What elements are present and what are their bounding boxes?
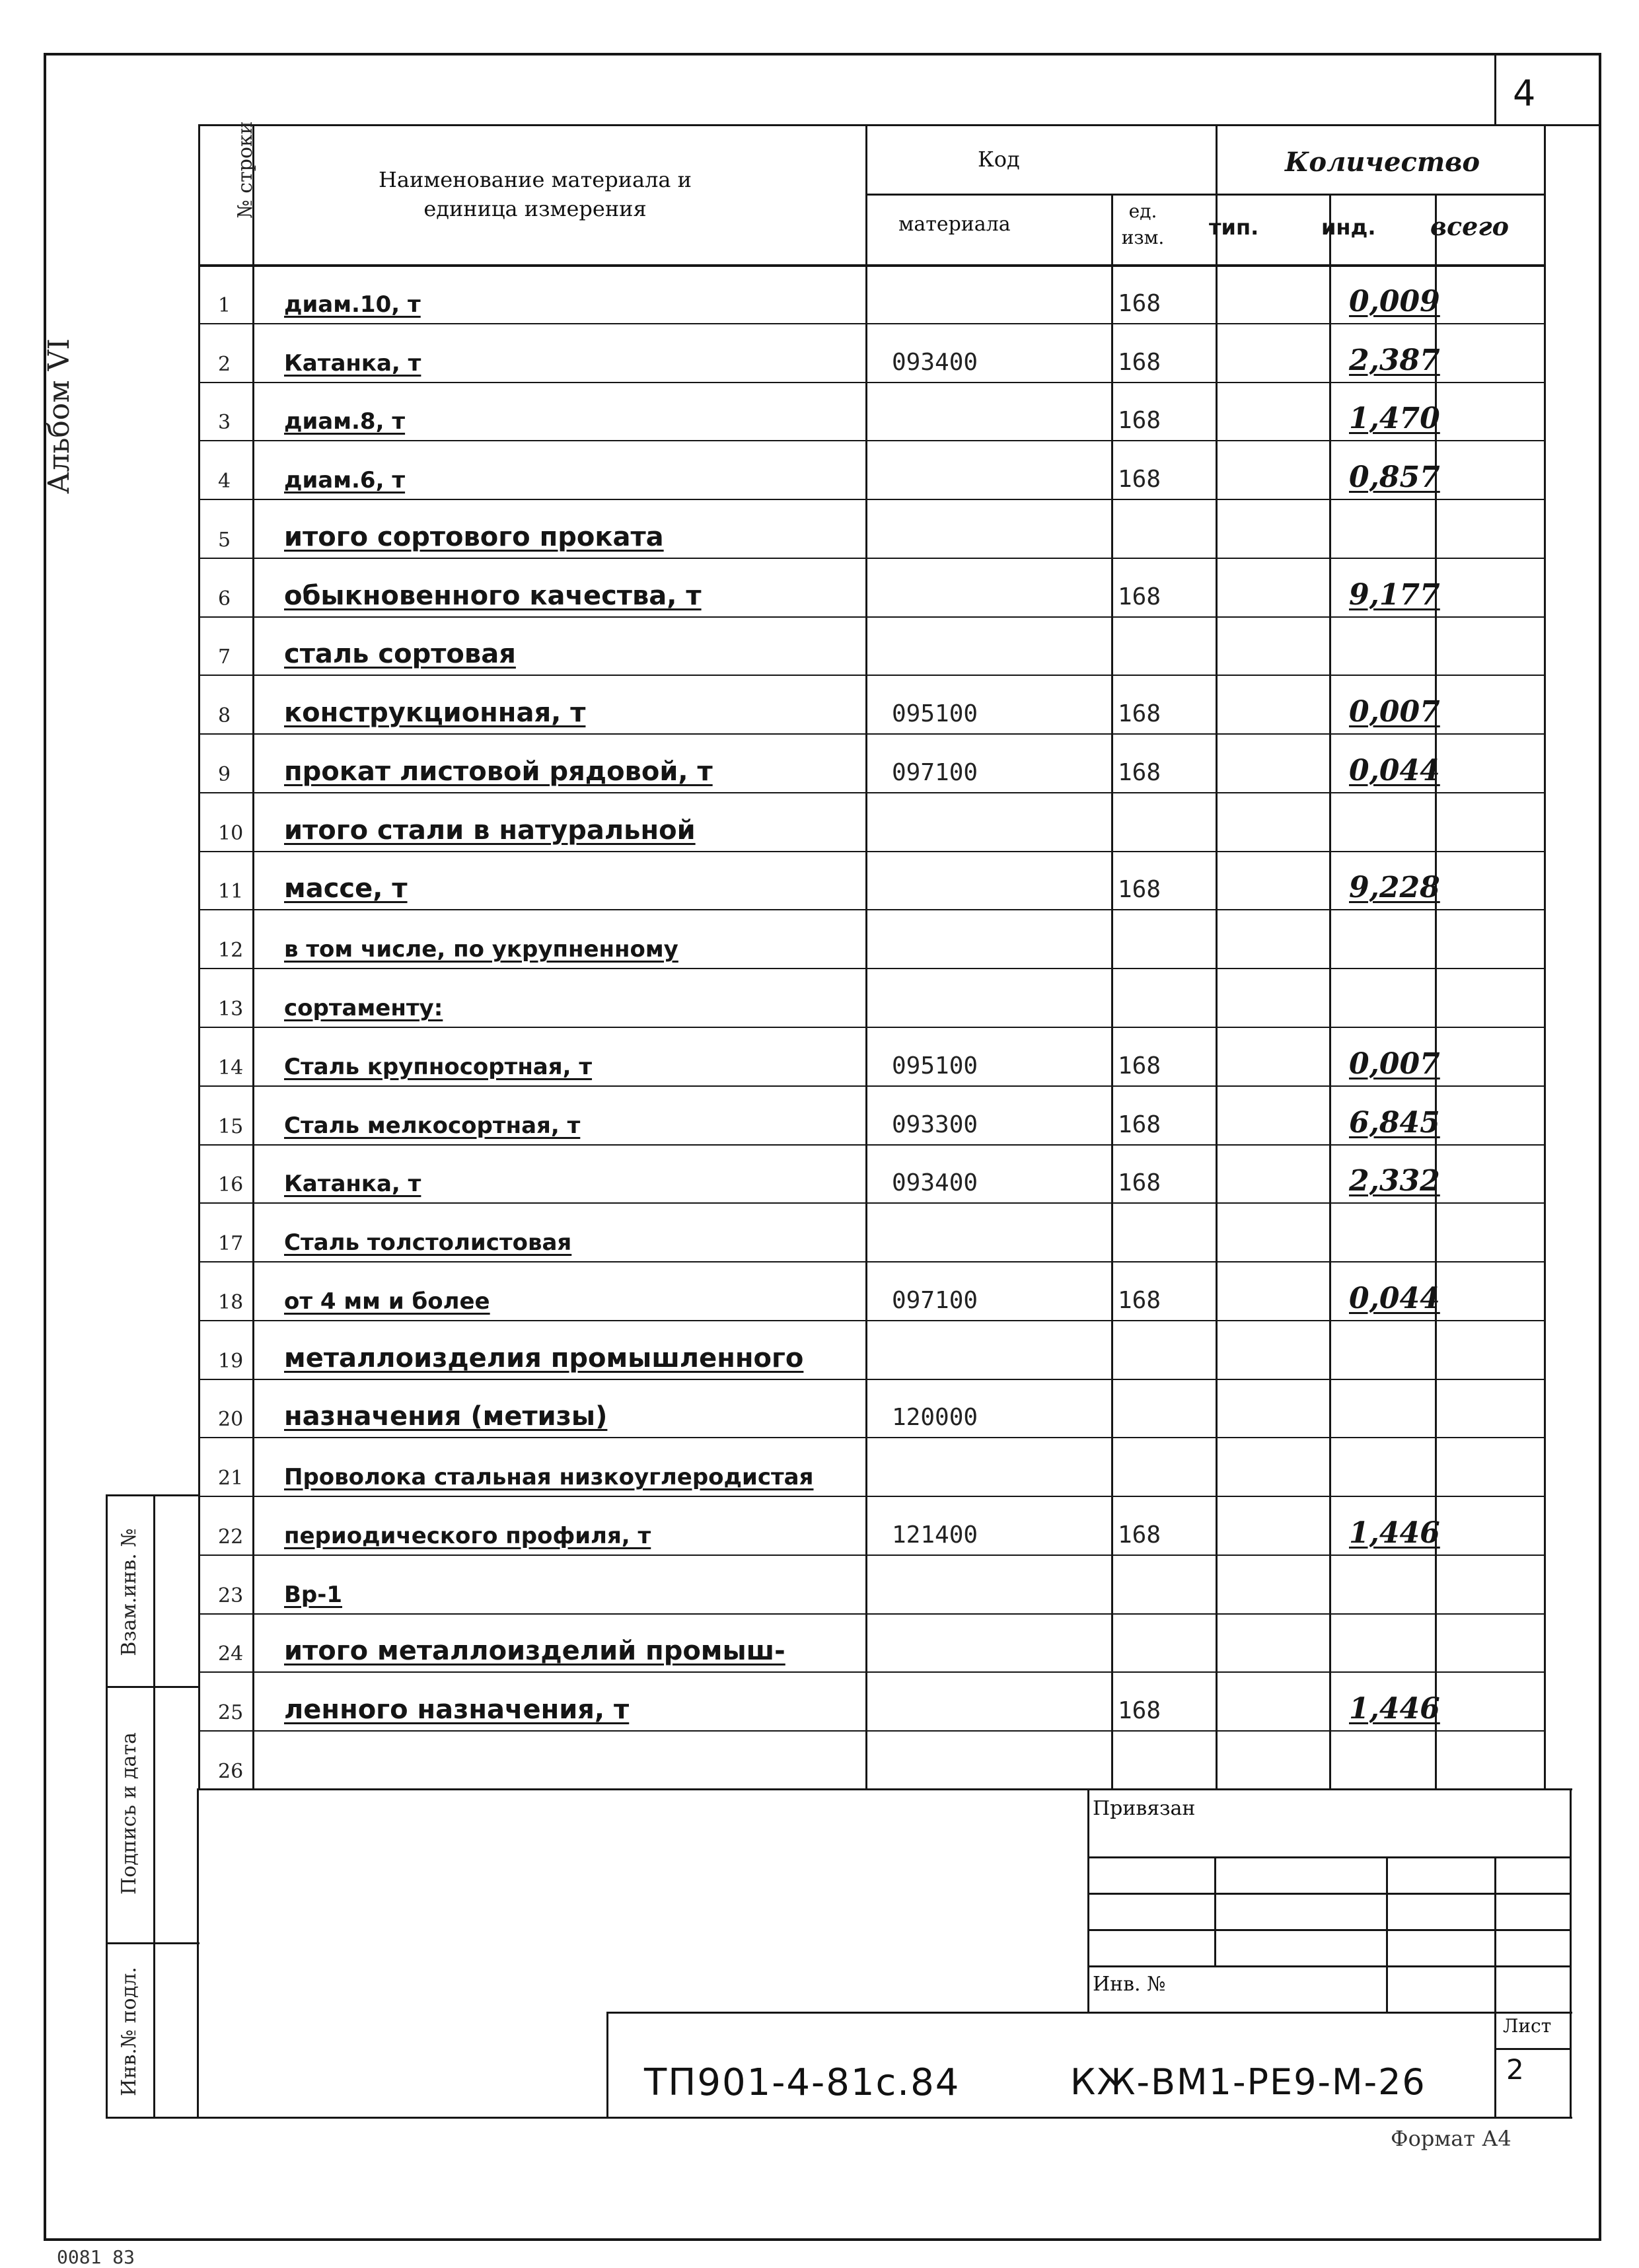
- row-name: назначения (метизы): [284, 1401, 608, 1432]
- table-row: [198, 1613, 1546, 1672]
- table-row: [198, 1261, 1546, 1320]
- title-block-left: [606, 2012, 608, 2119]
- row-name: сталь сортовая: [284, 639, 516, 670]
- row-unit-code: 168: [1118, 1521, 1161, 1549]
- row-qty-ind: 6,845: [1349, 1105, 1440, 1140]
- row-number: 17: [218, 1232, 244, 1256]
- list-label: Лист: [1503, 2015, 1552, 2037]
- table-row: [198, 675, 1546, 733]
- row-qty-ind: 0,007: [1349, 1046, 1440, 1081]
- row-number: 11: [218, 880, 244, 904]
- inv-no-label: Инв. №: [1093, 1973, 1166, 1996]
- privyazan-col-2: [1386, 1856, 1388, 2013]
- row-unit-code: 168: [1118, 1111, 1161, 1138]
- table-row: [198, 1730, 1546, 1789]
- table-row: [198, 909, 1546, 968]
- row-number: 6: [218, 587, 231, 610]
- row-qty-ind: 0,857: [1349, 460, 1440, 495]
- row-unit-code: 168: [1118, 876, 1161, 904]
- row-name: Сталь крупносортная, т: [284, 1053, 593, 1080]
- header-code-material: материала: [898, 213, 1011, 236]
- table-row: [198, 558, 1546, 616]
- row-name: диам.10, т: [284, 291, 421, 318]
- table-row: [198, 1496, 1546, 1555]
- row-unit-code: 168: [1118, 1697, 1161, 1725]
- privyazan-left: [1087, 1788, 1089, 2013]
- row-number: 8: [218, 704, 231, 728]
- table-row: [198, 1555, 1546, 1613]
- row-name: прокат листовой рядовой, т: [284, 756, 713, 787]
- table-row: [198, 499, 1546, 558]
- row-qty-ind: 0,007: [1349, 695, 1440, 729]
- row-name: металлоизделия промышленного: [284, 1342, 804, 1373]
- row-qty-ind: 2,387: [1349, 343, 1440, 377]
- side-stamp-div-1: [106, 1686, 200, 1688]
- table-row: [198, 733, 1546, 792]
- header-qty-total: всего: [1430, 211, 1509, 241]
- row-unit-code: 168: [1118, 700, 1161, 728]
- row-name: Сталь мелкосортная, т: [284, 1112, 581, 1139]
- table-row: [198, 851, 1546, 910]
- row-material-code: 120000: [892, 1404, 978, 1432]
- row-qty-ind: 0,044: [1349, 753, 1440, 787]
- privyazan-col-3: [1494, 1856, 1496, 2013]
- row-name: периодического профиля, т: [284, 1522, 651, 1549]
- row-name: массе, т: [284, 873, 408, 904]
- row-name: Катанка, т: [284, 349, 421, 377]
- row-number: 5: [218, 528, 231, 552]
- row-unit-code: 168: [1118, 1169, 1161, 1197]
- header-name-col: Наименование материала и единица измерения: [379, 167, 692, 221]
- privyazan-row-1: [1087, 1856, 1571, 1858]
- row-number: 1: [218, 293, 231, 317]
- row-number: 22: [218, 1525, 244, 1549]
- row-material-code: 097100: [892, 758, 978, 786]
- row-qty-ind: 9,177: [1349, 577, 1440, 612]
- row-qty-ind: 1,446: [1349, 1692, 1440, 1726]
- table-row: [198, 323, 1546, 382]
- row-number: 15: [218, 1115, 244, 1138]
- row-name: в том числе, по укрупненному: [284, 936, 678, 963]
- row-name: Катанка, т: [284, 1171, 421, 1198]
- header-code-group: Код: [978, 147, 1020, 172]
- table-top-line: [198, 124, 1546, 126]
- table-row: [198, 1085, 1546, 1144]
- row-number: 13: [218, 997, 244, 1021]
- row-unit-code: 168: [1118, 466, 1161, 494]
- album-label: Альбом VI: [42, 338, 76, 494]
- table-row: [198, 440, 1546, 499]
- row-number: 25: [218, 1701, 244, 1725]
- row-unit-code: 168: [1118, 758, 1161, 786]
- row-unit-code: 168: [1118, 1052, 1161, 1079]
- stamp-top-line: [198, 1788, 1572, 1790]
- side-podpis-label: Подпись и дата: [118, 1732, 141, 1895]
- table-row: [198, 616, 1546, 675]
- row-material-code: 093400: [892, 1169, 978, 1197]
- privyazan-row-3: [1087, 1929, 1571, 1931]
- list-number: 2: [1506, 2053, 1524, 2086]
- title-block-top: [608, 2012, 1572, 2014]
- row-qty-ind: 1,446: [1349, 1516, 1440, 1550]
- row-number: 7: [218, 645, 231, 669]
- stamp-right-line: [1570, 1788, 1572, 2119]
- row-unit-code: 168: [1118, 583, 1161, 610]
- row-qty-ind: 2,332: [1349, 1164, 1440, 1198]
- row-number: 21: [218, 1467, 244, 1490]
- table-row: [198, 792, 1546, 851]
- footer-code: 0081 83: [57, 2246, 135, 2268]
- document-code: КЖ-ВМ1-РЕ9-М-26: [1070, 2061, 1426, 2103]
- table-row: [198, 264, 1546, 323]
- header-code-unit: ед. изм.: [1121, 200, 1165, 248]
- privyazan-row-4: [1087, 1965, 1571, 1967]
- row-number: 2: [218, 352, 231, 376]
- header-qty-ind: инд.: [1321, 215, 1376, 240]
- row-qty-ind: 0,044: [1349, 1281, 1440, 1315]
- privyazan-row-2: [1087, 1893, 1571, 1895]
- row-name: диам.6, т: [284, 467, 406, 494]
- row-number: 24: [218, 1642, 244, 1666]
- table-row: [198, 968, 1546, 1027]
- row-number: 9: [218, 762, 231, 786]
- row-qty-ind: 0,009: [1349, 284, 1440, 318]
- header-qty-typ: тип.: [1209, 215, 1259, 240]
- row-material-code: 097100: [892, 1286, 978, 1314]
- row-number: 4: [218, 470, 231, 494]
- table-row: [198, 1671, 1546, 1730]
- table-row: [198, 1379, 1546, 1438]
- privyazan-col-1: [1214, 1856, 1216, 1965]
- table-row: [198, 1027, 1546, 1085]
- row-unit-code: 168: [1118, 348, 1161, 376]
- sheet-box-left: [1494, 53, 1496, 126]
- row-material-code: 093300: [892, 1111, 978, 1138]
- list-box-mid: [1494, 2048, 1571, 2050]
- row-name: от 4 мм и более: [284, 1288, 490, 1315]
- row-material-code: 121400: [892, 1521, 978, 1549]
- materials-table: [198, 124, 1546, 1789]
- frame-top-line: [45, 53, 1601, 55]
- side-vzam-label: Взам.инв. №: [118, 1528, 141, 1656]
- row-material-code: 093400: [892, 348, 978, 376]
- row-name: Сталь толстолистовая: [284, 1229, 572, 1257]
- row-name: итого сортового проката: [284, 521, 664, 552]
- row-number: 23: [218, 1584, 244, 1607]
- row-name: Вр-1: [284, 1581, 343, 1608]
- row-name: Проволока стальная низкоуглеродистая: [284, 1464, 814, 1491]
- project-code: ТП901-4-81с.84: [644, 2061, 961, 2104]
- stamp-bottom-line: [198, 2117, 1572, 2119]
- frame-right-line: [1599, 53, 1601, 2240]
- side-stamp-mid: [153, 1494, 155, 2119]
- row-name: ленного назначения, т: [284, 1695, 630, 1726]
- row-name: диам.8, т: [284, 408, 406, 435]
- row-qty-ind: 9,228: [1349, 871, 1440, 905]
- sheet-number-top: 4: [1513, 73, 1536, 114]
- format-label: Формат А4: [1391, 2126, 1512, 2151]
- row-unit-code: 168: [1118, 1286, 1161, 1314]
- row-number: 3: [218, 411, 231, 435]
- header-qty-group: Количество: [1285, 147, 1480, 178]
- row-number: 26: [218, 1759, 244, 1783]
- header-sub-line: [865, 194, 1546, 196]
- table-row: [198, 1202, 1546, 1261]
- frame-bottom-line: [44, 2238, 1601, 2241]
- row-number: 18: [218, 1290, 244, 1314]
- row-number: 20: [218, 1408, 244, 1432]
- row-number: 10: [218, 821, 244, 845]
- side-stamp-left: [106, 1494, 108, 2119]
- table-row: [198, 1144, 1546, 1203]
- row-name: итого металлоизделий промыш-: [284, 1636, 785, 1667]
- side-inv-podl-label: Инв.№ подл.: [118, 1967, 141, 2096]
- row-name: итого стали в натуральной: [284, 815, 696, 846]
- row-name: конструкционная, т: [284, 698, 586, 729]
- row-qty-ind: 1,470: [1349, 402, 1440, 436]
- row-material-code: 095100: [892, 1052, 978, 1079]
- side-stamp-div-2: [106, 1942, 200, 1944]
- table-row: [198, 1320, 1546, 1379]
- privyazan-label: Привязан: [1093, 1797, 1196, 1820]
- list-box-left: [1494, 2012, 1496, 2119]
- table-row: [198, 382, 1546, 441]
- table-row: [198, 1437, 1546, 1496]
- row-name: сортаменту:: [284, 994, 443, 1021]
- side-stamp-top: [106, 1494, 200, 1496]
- header-row-no: № строки: [234, 121, 257, 219]
- row-number: 19: [218, 1349, 244, 1373]
- stamp-left-line: [197, 1788, 199, 2119]
- row-number: 14: [218, 1056, 244, 1079]
- row-number: 16: [218, 1173, 244, 1197]
- row-unit-code: 168: [1118, 289, 1161, 317]
- row-material-code: 095100: [892, 700, 978, 728]
- row-name: обыкновенного качества, т: [284, 580, 702, 611]
- row-unit-code: 168: [1118, 407, 1161, 435]
- row-number: 12: [218, 939, 244, 963]
